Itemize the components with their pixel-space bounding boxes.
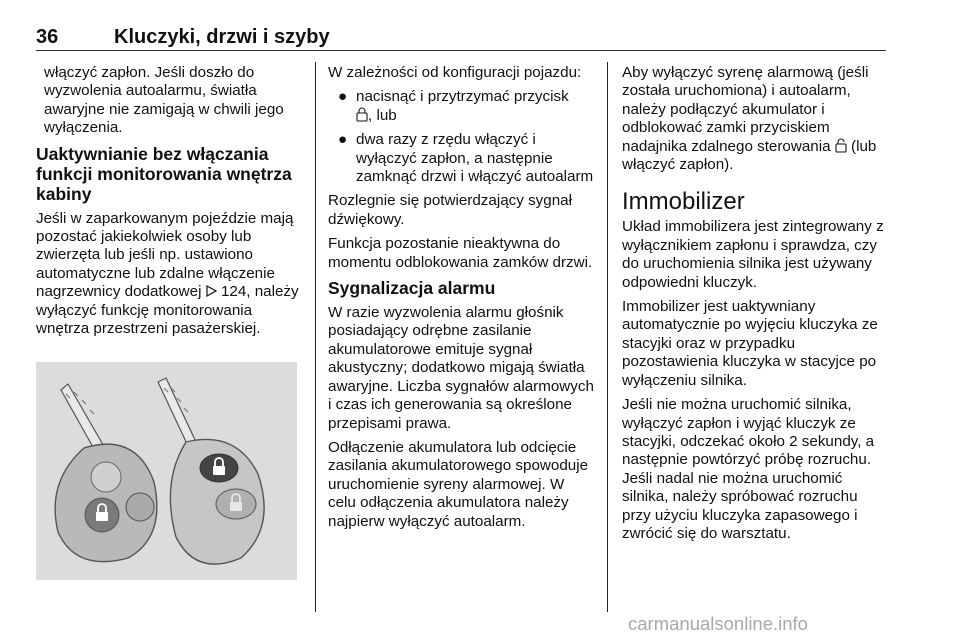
watermark: carmanualsonline.info	[628, 613, 808, 634]
paragraph-text: Aby wyłączyć syrenę alarmową (jeśli została uruchomiona) i autoalarm, należy podłączyć akumulator i odblokować zamki przyciskiem nadajnika zdalnego sterowania	[622, 64, 869, 155]
section-heading-alarm-signal: Sygnalizacja alarmu	[328, 278, 496, 299]
list-item	[328, 88, 596, 125]
paragraph-immobilizer-activation: Immobilizer jest uaktywniany automatycznie po wyjęciu kluczyka ze stacyjki oraz w przypadku pozostawienia kluczyka w stacyjce po wyłączeniu silnika.	[622, 298, 878, 389]
remote-key-illustration	[36, 362, 297, 580]
configuration-intro: W zależności od konfiguracji pojazdu:	[328, 64, 582, 81]
bullet-icon: ●	[338, 131, 348, 149]
paragraph-signal: Rozlegnie się potwierdzający sygnał dźwiękowy.	[328, 192, 572, 228]
padlock-button-icon	[356, 107, 368, 122]
paragraph-text-continued: , należy wyłączyć funkcję monitorowania wnętrza przestrzeni pasażerskiej.	[36, 283, 299, 338]
unlock-button-icon	[835, 138, 847, 153]
column-divider-right	[607, 62, 608, 612]
left-key-fob	[55, 444, 157, 562]
section-heading-deactivate-interior: Uaktywnianie bez włączania funkcji monitorowania wnętrza kabiny	[36, 143, 292, 204]
paragraph-inactive: Funkcja pozostanie nieaktywna do momentu odblokowania zamków drzwi.	[328, 235, 593, 271]
paragraph-disable-siren	[622, 64, 890, 174]
page-reference-arrow-icon	[206, 285, 217, 297]
column-2	[328, 64, 596, 537]
bullet-icon: ●	[338, 88, 348, 106]
paragraph-alarm-trigger: W razie wyzwolenia alarmu głośnik posiadający odrębne zasilanie akumulatorowe emituje sygnał akustyczny; dodatkowo migają światła awaryjne. Liczba sygnałów alarmowych i czas ich generowania są określone przepisami prawa.	[328, 304, 594, 432]
list-item-text: nacisnąć i przytrzymać przycisk	[356, 88, 569, 106]
page-number: 36	[36, 26, 59, 48]
section-heading-immobilizer: Immobilizer	[622, 188, 745, 216]
page-header	[36, 22, 886, 52]
column-3	[622, 64, 890, 549]
paragraph-immobilizer-troubleshoot: Jeśli nie można uruchomić silnika, wyłączyć zapłon i wyjąć kluczyk ze stacyjki, odczekać około 2 sekundy, a następnie powtórzyć próbę rozruchu. Jeśli nadal nie można uruchomić silnika, należy spróbować rozruchu przy użyciu kluczyka zapasowego i zwrócić się do warsztatu.	[622, 396, 875, 542]
page-reference-link[interactable]: 124	[220, 283, 247, 301]
list-item-suffix: , lub	[368, 106, 397, 124]
chapter-title: Kluczyki, drzwi i szyby	[114, 26, 330, 48]
list-item-text: dwa razy z rzędu włączyć i wyłączyć zapłon, a następnie zamknąć drzwi i włączyć autoalarm	[356, 131, 594, 186]
paragraph-text: Jeśli w zaparkowanym pojeździe mają pozostać jakiekolwiek osoby lub zwierzęta lub jeśli np. ustawiono automatyczne lub zdalne włączenie nagrzewnicy dodatkowej	[36, 209, 294, 301]
list-item	[328, 131, 596, 186]
paragraph-text-continued: (lub włączyć zapłon).	[622, 137, 877, 174]
options-list	[328, 88, 596, 186]
paragraph-battery: Odłączenie akumulatora lub odcięcie zasilania akumulatorowego spowoduje uruchomienie syreny alarmowej. W celu odłączenia akumulatora należy najpierw wyłączyć autoalarm.	[328, 438, 589, 530]
continuation-paragraph: włączyć zapłon. Jeśli doszło do wyzwolenia autoalarmu, światła awaryjne nie zamigają w chwili jego wyłączenia.	[44, 64, 284, 137]
column-1	[36, 64, 302, 344]
header-rule	[36, 50, 886, 51]
paragraph-interior-monitoring	[36, 210, 302, 339]
column-divider-left	[315, 62, 316, 612]
paragraph-immobilizer-intro: Układ immobilizera jest zintegrowany z wyłącznikiem zapłonu i sprawdza, czy do uruchomienia silnika jest używany odpowiedni kluczyk.	[622, 218, 884, 291]
